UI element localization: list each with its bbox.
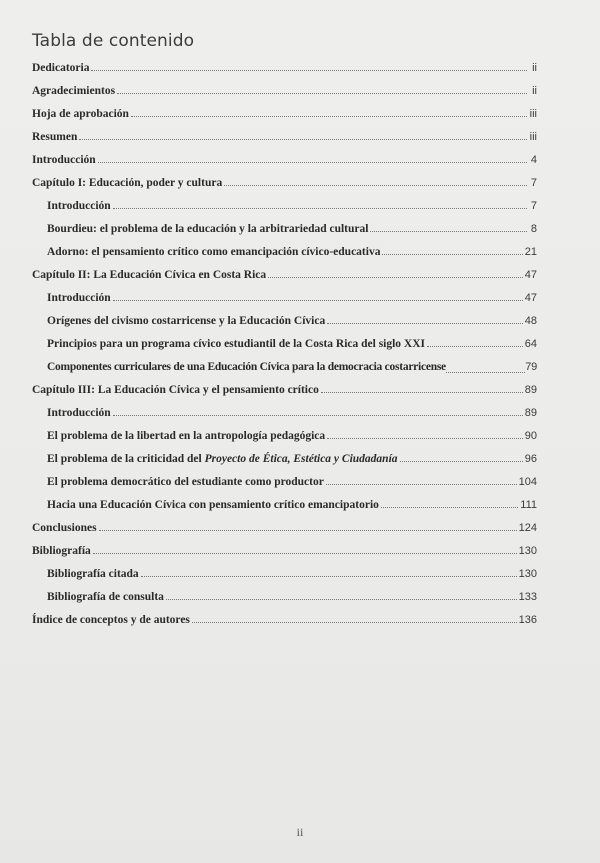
toc-entry-label: Capítulo I: Educación, poder y cultura [32, 177, 223, 189]
toc-entry-page: 130 [518, 568, 537, 580]
toc-entry-page: 136 [518, 614, 537, 626]
toc-entry-problema-criticidad [47, 447, 537, 465]
toc-entry-page: ii [532, 85, 537, 97]
toc-entry-agradecimientos [32, 79, 537, 97]
toc-entry-label: Bibliografía citada [47, 568, 139, 580]
toc-entry-label: Bourdieu: el problema de la educación y la arbitrariedad cultural [47, 223, 369, 235]
dot-leader [113, 414, 523, 416]
dot-leader [99, 529, 517, 531]
toc-entry-label-italic: Proyecto de Ética, Estética y Ciudadanía [204, 453, 398, 465]
toc-entry-problema-democratico [47, 470, 537, 488]
toc-entry-page: iii [529, 131, 537, 143]
toc-entry-label: Hoja de aprobación [32, 108, 129, 120]
toc-entry-page: 79 [525, 361, 537, 373]
dot-leader [113, 207, 527, 209]
dot-leader [91, 69, 527, 71]
toc-entry-capitulo-2 [32, 263, 537, 281]
toc-entry-label: Adorno: el pensamiento crítico como emancipación cívico-educativa [47, 246, 381, 258]
dot-leader [268, 276, 523, 278]
toc-entry-label: Componentes curriculares de una Educación Cívica para la democracia costarricense [47, 361, 446, 373]
toc-entry-resumen [32, 125, 537, 143]
dot-leader [321, 391, 523, 393]
dot-leader [327, 322, 523, 324]
toc-entry-label: Introducción [47, 200, 111, 212]
dot-leader [192, 621, 517, 623]
toc-entry-label: Introducción [32, 154, 96, 166]
toc-entry-label: Agradecimientos [32, 85, 116, 97]
toc-entry-indice [32, 608, 537, 626]
dot-leader [381, 506, 518, 508]
toc-entry-page: 47 [524, 269, 537, 281]
page-number: ii [296, 825, 304, 839]
toc-entry-label: Resumen [32, 131, 78, 143]
toc-entry-conclusiones [32, 516, 537, 534]
dot-leader [93, 552, 517, 554]
toc-entry-label: Dedicatoria [32, 62, 90, 74]
toc-entry-label: Orígenes del civismo costarricense y la Educación Cívica [47, 315, 326, 327]
toc-title: Tabla de contenido [32, 31, 195, 51]
toc-entry-page: 104 [518, 476, 537, 488]
toc-entry-label: Capítulo II: La Educación Cívica en Costa Rica [32, 269, 267, 281]
dot-leader [98, 161, 527, 163]
toc-entry-page: 111 [520, 499, 537, 511]
toc-entry-origenes-civismo [47, 309, 537, 327]
toc-entry-dedicatoria [32, 56, 537, 74]
toc-entry-label [47, 453, 398, 465]
dot-leader [427, 345, 523, 347]
toc-entry-hacia-educacion [47, 493, 537, 511]
dot-leader [326, 483, 517, 485]
dot-leader [382, 253, 522, 255]
dot-leader [131, 115, 527, 117]
toc-entry-bibliografia-consulta [47, 585, 537, 603]
toc-entry-principios-programa [47, 332, 537, 350]
toc-entry-page: 130 [518, 545, 537, 557]
toc-entry-label: El problema democrático del estudiante como productor [47, 476, 324, 488]
toc-entry-page: 8 [530, 223, 537, 235]
toc-entry-label: Bibliografía [32, 545, 91, 557]
dot-leader [370, 230, 527, 232]
toc-entry-page: 4 [530, 154, 537, 166]
toc-entry-label: Introducción [47, 407, 111, 419]
toc-entry-page: 89 [524, 407, 537, 419]
toc-entry-capitulo-1 [32, 171, 537, 189]
toc-entry-page: 96 [524, 453, 537, 465]
toc-entry-page: 64 [524, 338, 537, 350]
toc-entry-page: 47 [524, 292, 537, 304]
toc-entry-page: iii [529, 108, 537, 120]
dot-leader [113, 299, 523, 301]
dot-leader [327, 437, 523, 439]
dot-leader [141, 575, 517, 577]
toc-entry-label: Capítulo III: La Educación Cívica y el pensamiento crítico [32, 384, 319, 396]
toc-entry-page: 133 [518, 591, 537, 603]
dot-leader [400, 460, 523, 462]
toc-entry-page: 21 [524, 246, 537, 258]
toc-entry-page: 124 [518, 522, 537, 534]
toc-entry-label-prefix: El problema de la criticidad del [47, 453, 205, 465]
toc-entry-cap3-introduccion [47, 401, 537, 419]
toc-entry-cap1-introduccion [47, 194, 537, 212]
toc-entry-bibliografia-citada [47, 562, 537, 580]
toc-entry-label: Principios para un programa cívico estudiantil de la Costa Rica del siglo XXI [47, 338, 426, 350]
dot-leader [79, 138, 527, 140]
toc-entry-page: 7 [530, 200, 537, 212]
toc-entry-page: 48 [524, 315, 537, 327]
toc-entry-page: 89 [524, 384, 537, 396]
toc-entry-label: Bibliografía de consulta [47, 591, 164, 603]
toc-entry-hoja-aprobacion [32, 102, 537, 120]
toc-entry-page: 90 [524, 430, 537, 442]
toc-entry-label: Conclusiones [32, 522, 97, 534]
toc-entry-adorno [47, 240, 537, 258]
toc-entry-label: Introducción [47, 292, 111, 304]
dot-leader [446, 371, 525, 373]
toc-entry-page: 7 [530, 177, 537, 189]
dot-leader [117, 92, 527, 94]
toc-entry-label: Hacia una Educación Cívica con pensamiento crítico emancipatorio [47, 499, 379, 511]
toc-entry-problema-libertad [47, 424, 537, 442]
toc-entry-bibliografia [32, 539, 537, 557]
dot-leader [166, 598, 517, 600]
toc-entry-label: El problema de la libertad en la antropología pedagógica [47, 430, 326, 442]
toc-entry-introduccion [32, 148, 537, 166]
toc-entry-bourdieu [47, 217, 537, 235]
toc-entry-label: Índice de conceptos y de autores [32, 614, 190, 626]
toc-entry-capitulo-3 [32, 378, 537, 396]
toc-entry-componentes-curriculares [47, 355, 537, 373]
dot-leader [224, 184, 527, 186]
toc-entry-page: ii [532, 62, 537, 74]
toc-entry-cap2-introduccion [47, 286, 537, 304]
